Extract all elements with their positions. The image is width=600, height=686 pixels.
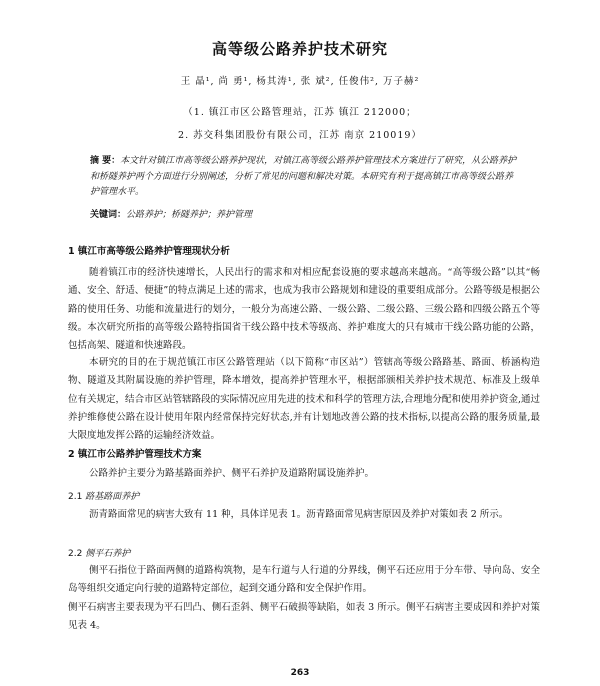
abstract-label: 摘 要： — [90, 156, 121, 166]
subsection-2-2-paragraph-1: 侧平石指位于路面两侧的道路构筑物，是车行道与人行道的分界线，侧平石还应用于分车带、导向岛、安全岛等组织交通定向行驶的道路特定部位，起到交通分路和安全保护作用。 — [68, 565, 540, 595]
author-list: 王 晶¹, 尚 勇¹, 杨其涛¹, 张 斌², 任俊伟², 万子赫² — [180, 76, 420, 87]
paper-title: 高等级公路养护技术研究 — [211, 40, 388, 58]
subsection-2-1-heading — [68, 489, 139, 502]
subsection-2-1-title: 路基路面养护 — [85, 492, 140, 502]
subsection-2-2-heading — [68, 546, 130, 559]
subsection-2-2-number: 2.2 — [68, 549, 83, 559]
section-2-intro: 公路养护主要分为路基路面养护、侧平石养护及道路附属设施养护。 — [89, 468, 375, 479]
abstract-text: 本文针对镇江市高等级公路养护现状，对镇江高等级公路养护管理技术方案进行了研究，从公路养护和桥隧养护两个方面进行分别阐述，分析了常见的问题和解决对策。本研究有利于提高镇江市高等级公路养护管理水平。 — [90, 156, 517, 197]
subsection-2-1-text: 沥青路面常见的病害大致有 11 种，具体详见表 1。沥青路面常见病害原因及养护对策如表 2 所示。 — [89, 509, 509, 520]
subsection-2-1-number: 2.1 — [68, 492, 83, 502]
section-1-paragraph-1: 随着镇江市的经济快速增长，人民出行的需求和对相应配套设施的要求越高来越高。“高等级公路”以其“畅通、安全、舒适、便捷”的特点满足上述的需求，也成为我市公路规划和建设的重要组成部分。公路等级是根据公路的使用任务、功能和流量进行的划分，一般分为高速公路、一级公路、二级公路、三级公路和四级公路五个等级。本次研究所指的高等级公路特指国省干线公路中技术等级高、养护难度大的只有城市干线公路功能的公路，包括高架、隧道和快速路段。 — [68, 267, 540, 352]
abstract — [90, 154, 520, 201]
section-1-paragraph-2: 本研究的目的在于规范镇江市区公路管理站（以下简称“市区站”）管辖高等级公路路基、路面、桥涵构造物、隧道及其附属设施的养护管理，降本增效，提高养护管理水平，根据部颁相关养护技术规范、标准及上级单位有关规定，结合市区站管辖路段的实际情况应用先进的技术和科学的管理方法,合理地分配和使用养护资金,通过养护维修使公路在设计使用年限内经常保持完好状态,并有计划地改善公路的技术指标,以提高公路的服务质量,最大限度地发挥公路的运输经济效益。 — [68, 357, 540, 442]
affiliation-1: （1. 镇江市区公路管理站，江苏 镇江 212000； — [183, 107, 417, 118]
keywords — [90, 207, 520, 220]
keywords-text: 公路养护；桥隧养护；养护管理 — [126, 210, 253, 220]
affiliation-2: 2. 苏交科集团股份有限公司，江苏 南京 210019） — [178, 130, 422, 141]
keywords-label: 关键词： — [90, 210, 127, 220]
section-2-heading: 2 镇江市公路养护管理技术方案 — [68, 449, 202, 460]
subsection-2-2-title: 侧平石养护 — [85, 549, 131, 559]
page-number: 263 — [290, 668, 310, 678]
section-1-heading: 1 镇江市高等级公路养护管理现状分析 — [68, 246, 230, 257]
subsection-2-2-paragraph-2: 侧平石病害主要表现为平石凹凸、侧石歪斜、侧平石破损等缺陷，如表 3 所示。侧平石病害主要成因和养护对策见表 4。 — [68, 602, 540, 632]
